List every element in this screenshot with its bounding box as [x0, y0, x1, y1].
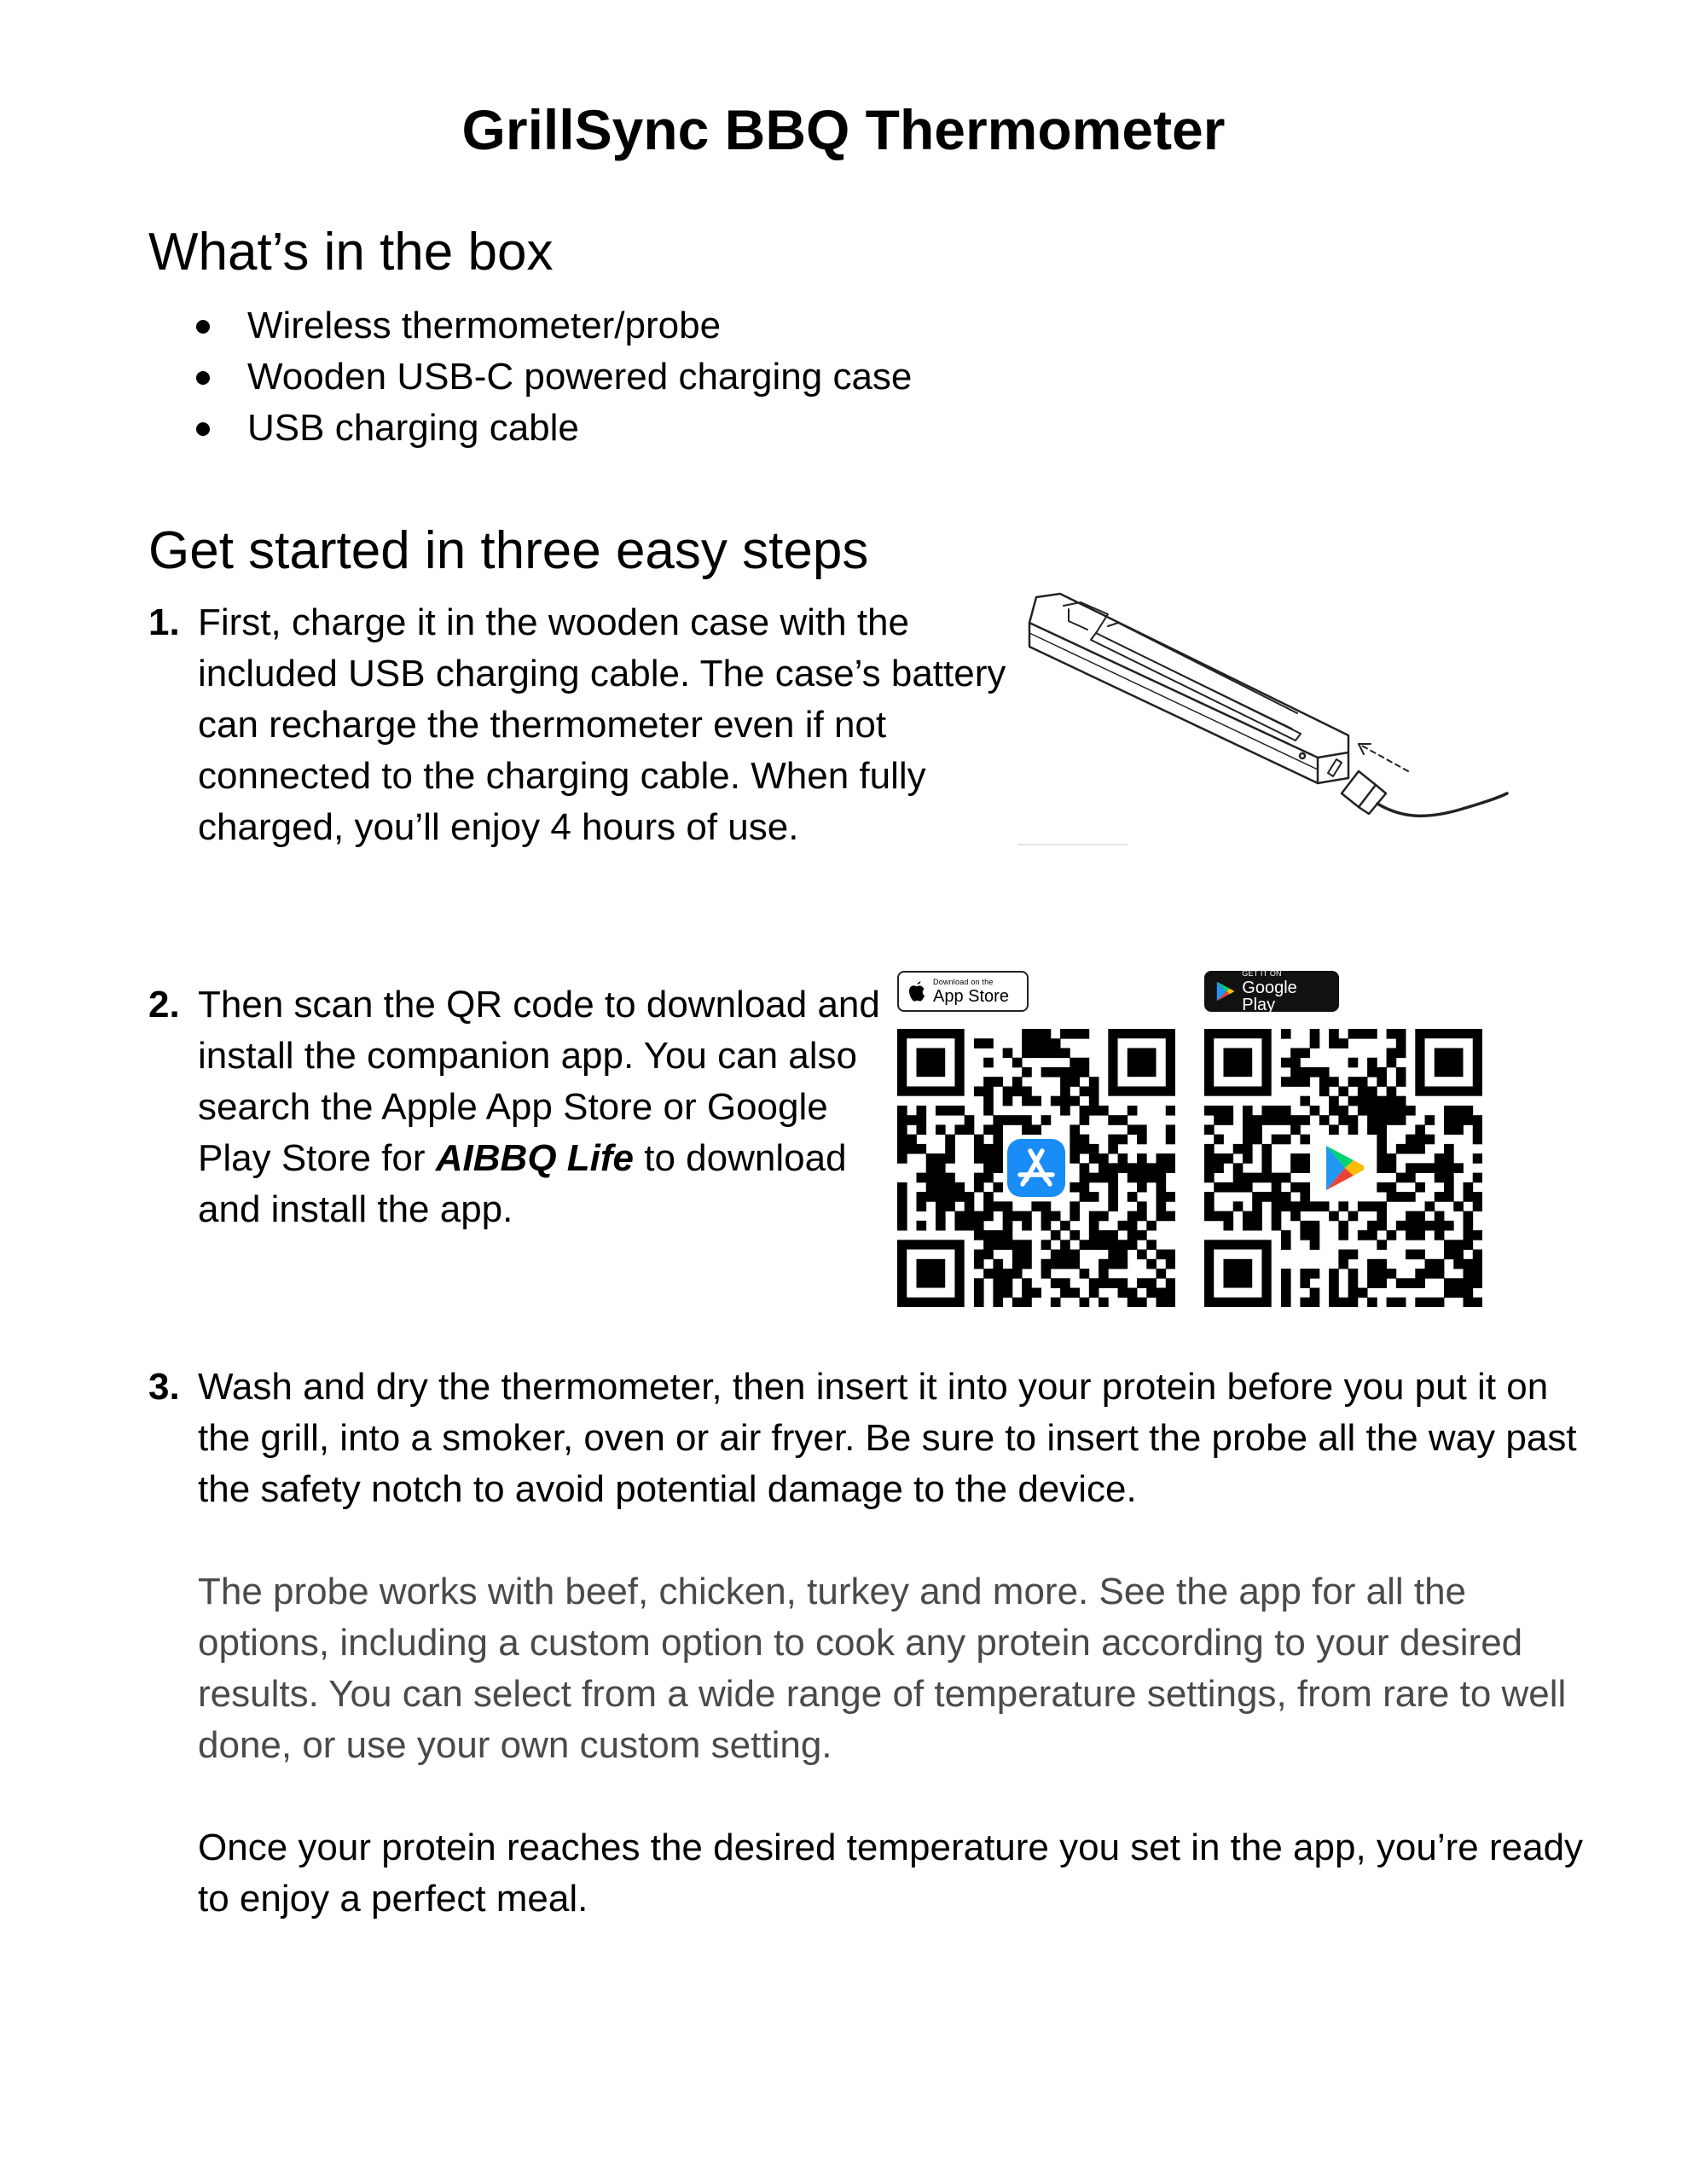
step-paragraph: Wash and dry the thermometer, then insert it into your protein before you put it on the grill, into a smoker, oven or air fryer. Be sure to insert the probe all the way past the safety notch to avoid potential damage to the device.: [198, 1366, 1577, 1510]
google-play-badge[interactable]: [1204, 968, 1339, 1014]
document-title: GrillSync BBQ Thermometer: [461, 98, 1226, 161]
step-number: 3.: [148, 1366, 180, 1408]
qr-finder-core: [1128, 1048, 1157, 1077]
apple-logo-icon: [907, 980, 926, 1002]
step-paragraph: The probe works with beef, chicken, turkey and more. See the app for all the options, including a custom option to cook any protein according to your desired results. You can select from a wide range of temperature settings, from rare to well done, or use your own custom setting.: [198, 1571, 1567, 1766]
list-item: Wooden USB-C powered charging case: [193, 351, 912, 403]
qr-finder-core: [1435, 1048, 1464, 1077]
bullet-icon: [196, 320, 210, 334]
qr-finder-core: [1223, 1048, 1252, 1077]
app-store-icon: [1007, 1139, 1065, 1197]
bullet-icon: [196, 422, 210, 436]
badge-caption: Download on the: [933, 977, 994, 986]
google-play-qr-code[interactable]: [1204, 1029, 1482, 1307]
bullet-icon: [196, 371, 210, 385]
step-text: First, charge it in the wooden case with the included USB charging cable. The case’s battery can recharge the thermometer even if not connected to the charging cable. When fully charged, you’ll enjoy 4 hours of use.: [198, 601, 1006, 848]
qr-finder-core: [916, 1259, 945, 1288]
list-item: Wireless thermometer/probe: [193, 300, 912, 351]
badge-store-name: Google Play: [1242, 978, 1297, 1014]
google-play-icon: [1314, 1139, 1372, 1197]
step-number: 2.: [148, 984, 180, 1025]
box-contents-heading: What’s in the box: [148, 223, 554, 282]
step-text: [198, 1362, 1597, 1976]
badge-caption: GET IT ON: [1242, 968, 1282, 978]
qr-finder-core: [1223, 1259, 1252, 1288]
charging-case-illustration: [1002, 589, 1514, 862]
step-number: 1.: [148, 601, 180, 643]
badge-store-name: App Store: [933, 986, 1009, 1006]
steps-heading: Get started in three easy steps: [148, 521, 869, 580]
google-play-icon: [1215, 979, 1235, 1003]
step-paragraph: Once your protein reaches the desired temperature you set in the app, you’re ready to enjoy a perfect meal.: [198, 1827, 1584, 1920]
step-text: Then scan the QR code to download and install the companion app. You can also search the Apple App Store or Google Play Store for AIBBQ Life to download and install the app.: [198, 984, 880, 1230]
list-item: USB charging cable: [193, 403, 912, 454]
box-contents-list: [193, 300, 912, 454]
app-store-qr-code[interactable]: [897, 1029, 1175, 1307]
qr-finder-core: [916, 1048, 945, 1077]
app-store-badge[interactable]: [897, 971, 1029, 1012]
app-name: AIBBQ Life: [435, 1137, 635, 1179]
